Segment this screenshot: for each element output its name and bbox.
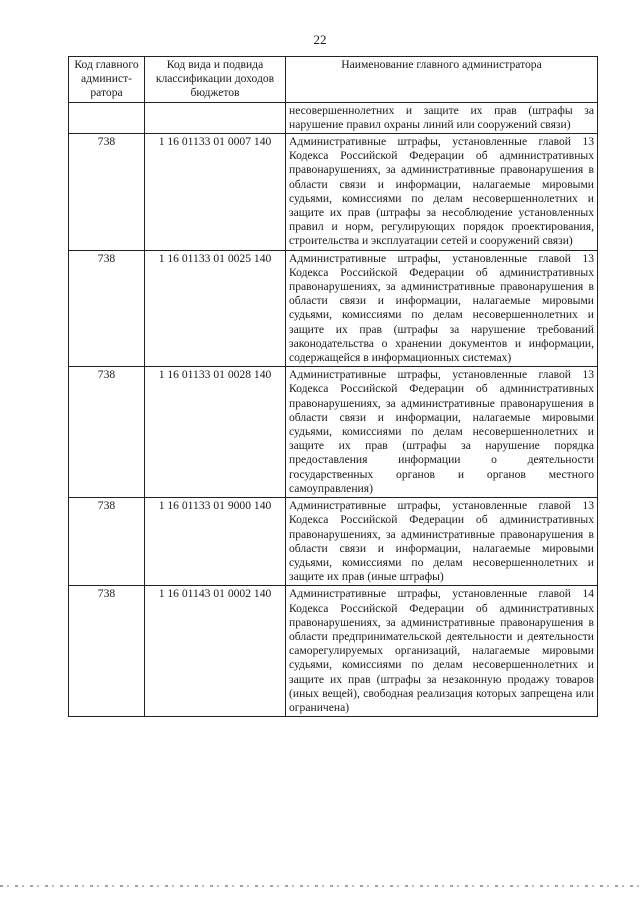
- cell-admin-name: Административные штрафы, установленные главой 13 Кодекса Российской Федерации об административных правонарушениях, за административные правонарушения в области связи и информации, налагаемые мировыми судьями, комиссиями по делам несовершеннолетних и защите их прав (штрафы за нарушение требований законодательства о хранении документов и информации, содержащейся в информационных системах): [286, 250, 598, 367]
- table-row: [69, 250, 598, 367]
- scan-artifact-line: [0, 885, 640, 887]
- table-row: [69, 134, 598, 251]
- cell-admin-name: Административные штрафы, установленные главой 13 Кодекса Российской Федерации об административных правонарушениях, за административные правонарушения в области связи и информации, налагаемые мировыми судьями, комиссиями по делам несовершеннолетних и защите их прав (штрафы за нарушение порядка предоставления информации о деятельности государственных органов и органов местного самоуправления): [286, 367, 598, 498]
- cell-revenue-code: 1 16 01133 01 0028 140: [145, 367, 286, 498]
- cell-revenue-code: 1 16 01143 01 0002 140: [145, 586, 286, 717]
- cell-admin-code: [69, 102, 145, 133]
- cell-admin-name: Административные штрафы, установленные главой 14 Кодекса Российской Федерации об административных правонарушениях, за административные правонарушения в области предпринимательской деятельности и деятельности саморегулируемых организаций, налагаемые мировыми судьями, комиссиями по делам несовершеннолетних и защите их прав (штрафы за незаконную продажу товаров (иных вещей), свободная реализация которых запрещена или ограничена): [286, 586, 598, 717]
- cell-revenue-code: 1 16 01133 01 0025 140: [145, 250, 286, 367]
- administrators-table: [68, 56, 598, 717]
- table-row: [69, 367, 598, 498]
- cell-revenue-code: 1 16 01133 01 9000 140: [145, 498, 286, 586]
- table-header-row: [69, 57, 598, 103]
- cell-admin-code: 738: [69, 134, 145, 251]
- cell-admin-code: 738: [69, 367, 145, 498]
- header-admin-name: Наименование главного администратора: [286, 57, 598, 103]
- table-row: [69, 498, 598, 586]
- header-revenue-code: Код вида и подвида классификации доходов бюджетов: [145, 57, 286, 103]
- page-number: 22: [313, 32, 327, 47]
- header-admin-code: Код главного админист-ратора: [69, 57, 145, 103]
- table-row: [69, 586, 598, 717]
- cell-revenue-code: 1 16 01133 01 0007 140: [145, 134, 286, 251]
- cell-revenue-code: [145, 102, 286, 133]
- table-row-continuation: [69, 102, 598, 133]
- cell-admin-name: Административные штрафы, установленные главой 13 Кодекса Российской Федерации об административных правонарушениях, за административные правонарушения в области связи и информации, налагаемые мировыми судьями, комиссиями по делам несовершеннолетних и защите их прав (штрафы за несоблюдение установленных правил и норм, регулирующих порядок проектирования, строительства и эксплуатации сетей и сооружений связи): [286, 134, 598, 251]
- cell-admin-code: 738: [69, 498, 145, 586]
- cell-admin-code: 738: [69, 250, 145, 367]
- cell-admin-name: несовершеннолетних и защите их прав (штрафы за нарушение правил охраны линий или сооружений связи): [286, 102, 598, 133]
- cell-admin-code: 738: [69, 586, 145, 717]
- cell-admin-name: Административные штрафы, установленные главой 13 Кодекса Российской Федерации об административных правонарушениях, за административные правонарушения в области связи и информации, налагаемые мировыми судьями, комиссиями по делам несовершеннолетних и защите их прав (иные штрафы): [286, 498, 598, 586]
